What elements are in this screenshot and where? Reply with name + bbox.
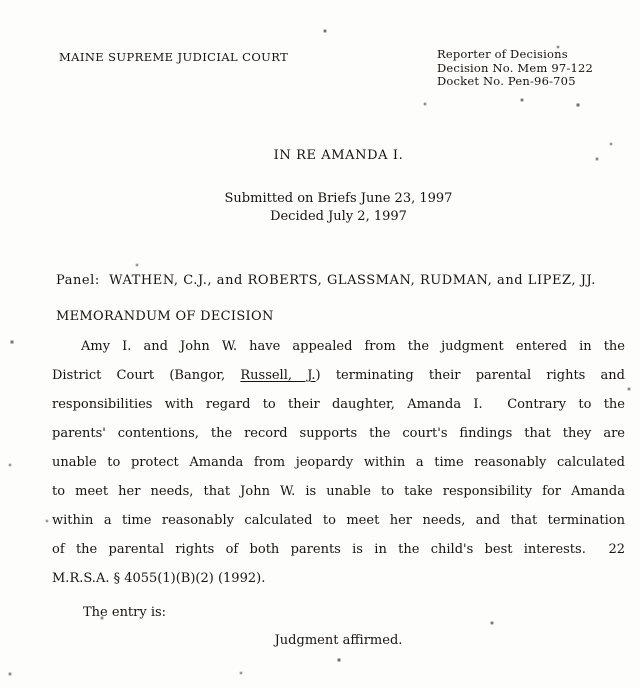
body-line: unable to protect Amanda from jeopardy within a time reasonably calculated — [52, 455, 625, 470]
body-line — [52, 361, 625, 390]
body-line: parents' contentions, the record supports the court's findings that they are — [52, 426, 625, 441]
statute-citation-line: M.R.S.A. § 4055(1)(B)(2) (1992). — [52, 571, 266, 586]
opinion-body — [52, 332, 625, 593]
court-name: MAINE SUPREME JUDICIAL COURT — [59, 50, 289, 64]
body-line-text: District Court (Bangor, — [52, 368, 241, 383]
body-line-text: ) terminating their parental rights and — [315, 368, 625, 383]
body-line: responsibilities with regard to their daughter, Amanda I. Contrary to the — [52, 397, 625, 412]
scan-noise — [0, 0, 2, 2]
section-heading: MEMORANDUM OF DECISION — [56, 309, 274, 324]
judge-citation: Russell, J. — [240, 368, 316, 383]
docket-number: Docket No. Pen-96-705 — [437, 74, 576, 88]
dates-block — [52, 190, 625, 225]
decision-number: Decision No. Mem 97-122 — [437, 60, 594, 75]
body-line: within a time reasonably calculated to meet her needs, and that termination — [52, 513, 625, 528]
reporter-line: Reporter of Decisions — [437, 47, 568, 61]
submitted-line: Submitted on Briefs June 23, 1997 — [224, 191, 453, 206]
body-line: of the parental rights of both parents is in the child's best interests. 22 — [52, 542, 625, 557]
entry-label: The entry is: — [83, 605, 167, 620]
body-line: Amy I. and John W. have appealed from the judgment entered in the — [81, 339, 625, 354]
disposition: Judgment affirmed. — [274, 633, 403, 648]
body-line: to meet her needs, that John W. is unable to take responsibility for Amanda — [52, 484, 625, 499]
panel-line: Panel: WATHEN, C.J., and ROBERTS, GLASSMAN, RUDMAN, and LIPEZ, JJ. — [56, 273, 596, 288]
reporter-block — [437, 48, 593, 89]
case-title: IN RE AMANDA I. — [273, 148, 404, 163]
decided-line: Decided July 2, 1997 — [270, 208, 407, 224]
